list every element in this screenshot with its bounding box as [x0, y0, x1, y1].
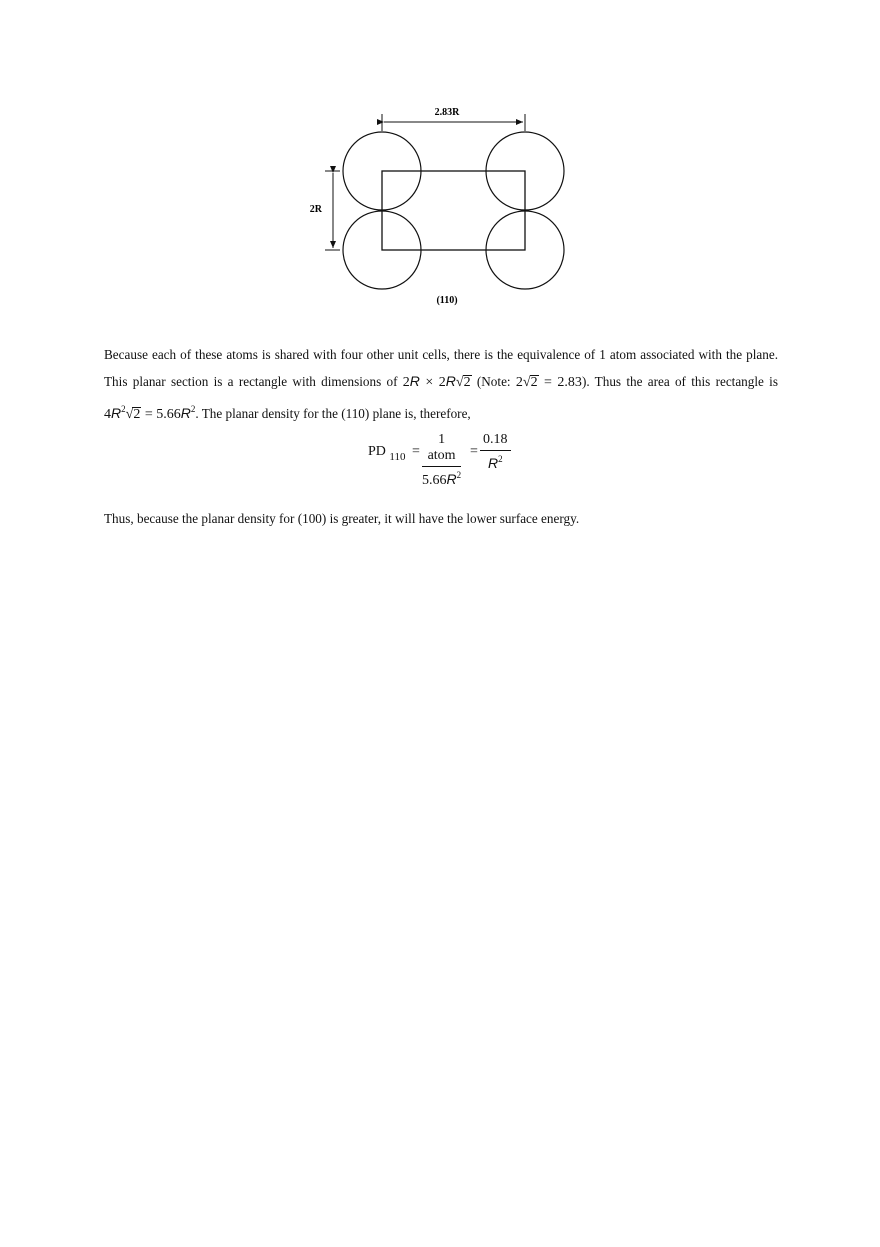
- fraction-result: $\frac{0.18}{R^2}$: [480, 432, 511, 473]
- area-expression: $4R^2√2 = 5.66R^2$: [104, 404, 196, 422]
- equation-lhs: PD $_{110}$: [368, 444, 406, 463]
- dimensions-expression: 2R × 2R√2: [402, 373, 471, 390]
- conclusion-paragraph: Thus, because the planar density for (100) is greater, it will have the lower surface energy.: [104, 511, 580, 526]
- fraction-atoms-per-area: 1 atom $5.66R^2$: [422, 432, 462, 488]
- unit-plane-rectangle: [382, 171, 525, 250]
- explanation-paragraph: Because each of these atoms is shared with four other unit cells, there is the equivalence of 1 atom associated with the plane. This planar section is a rectangle with dimensions of 2R × 2R√2 (Note: 2√2 = 2.83). Thus the area of this rectangle is $4R^2√2 = 5.66R^2$. The planar density for the (110) plane is, therefore,: [104, 347, 778, 422]
- atom-plane-diagram: [300, 98, 590, 313]
- top-dimension-label: 2.83R: [434, 107, 460, 118]
- planar-density-figure: [300, 98, 590, 313]
- figure-caption: (110): [436, 295, 458, 306]
- note-expression: 2√2 = 2.83: [515, 375, 582, 390]
- left-dimension-label: 2R: [309, 204, 322, 215]
